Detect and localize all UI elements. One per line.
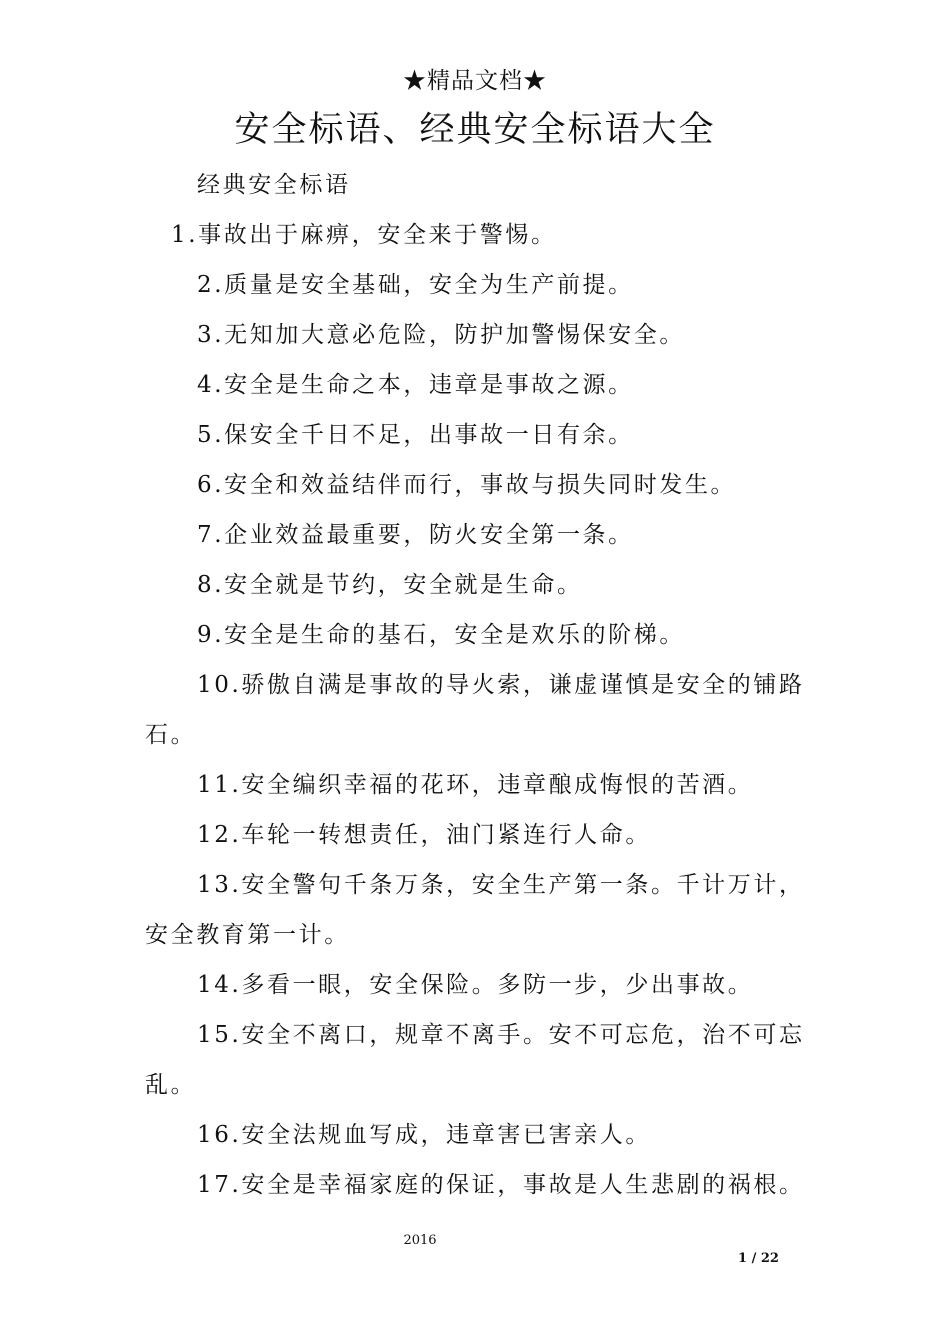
slogan-item-6: 6.安全和效益结伴而行，事故与损失同时发生。	[197, 472, 737, 498]
slogan-item-14: 14.多看一眼，安全保险。多防一步，少出事故。	[197, 972, 754, 998]
slogan-item-10: 10.骄傲自满是事故的导火索，谦虚谨慎是安全的铺路石。	[145, 672, 805, 748]
slogan-item-2: 2.质量是安全基础，安全为生产前提。	[197, 272, 634, 298]
slogan-item-4: 4.安全是生命之本，违章是事故之源。	[197, 372, 634, 398]
page-title: 安全标语、经典安全标语大全	[234, 110, 716, 150]
slogan-item-8: 8.安全就是节约，安全就是生命。	[197, 572, 583, 598]
slogan-item-12: 12.车轮一转想责任，油门紧连行人命。	[197, 822, 651, 848]
footer-year: 2016	[403, 1233, 437, 1248]
slogan-item-16: 16.安全法规血写成，违章害已害亲人。	[197, 1122, 651, 1148]
document-body	[145, 160, 810, 1210]
slogan-item-15: 15.安全不离口，规章不离手。安不可忘危，治不可忘乱。	[145, 1022, 805, 1098]
page-number: 1 / 22	[738, 1251, 779, 1266]
slogan-item-3: 3.无知加大意必危险，防护加警惕保安全。	[197, 322, 685, 348]
slogan-item-17: 17.安全是幸福家庭的保证，事故是人生悲剧的祸根。	[197, 1172, 805, 1198]
section-subtitle: 经典安全标语	[197, 172, 351, 198]
slogan-item-5: 5.保安全千日不足，出事故一日有余。	[197, 422, 634, 448]
quality-mark: ★精品文档★	[403, 68, 547, 94]
slogan-item-9: 9.安全是生命的基石，安全是欢乐的阶梯。	[197, 622, 685, 648]
slogan-item-7: 7.企业效益最重要，防火安全第一条。	[197, 522, 634, 548]
slogan-item-1: 1.事故出于麻痹，安全来于警惕。	[171, 222, 557, 248]
slogan-item-13: 13.安全警句千条万条，安全生产第一条。千计万计，安全教育第一计。	[145, 872, 805, 948]
slogan-item-11: 11.安全编织幸福的花环，违章酿成悔恨的苦酒。	[197, 772, 754, 798]
